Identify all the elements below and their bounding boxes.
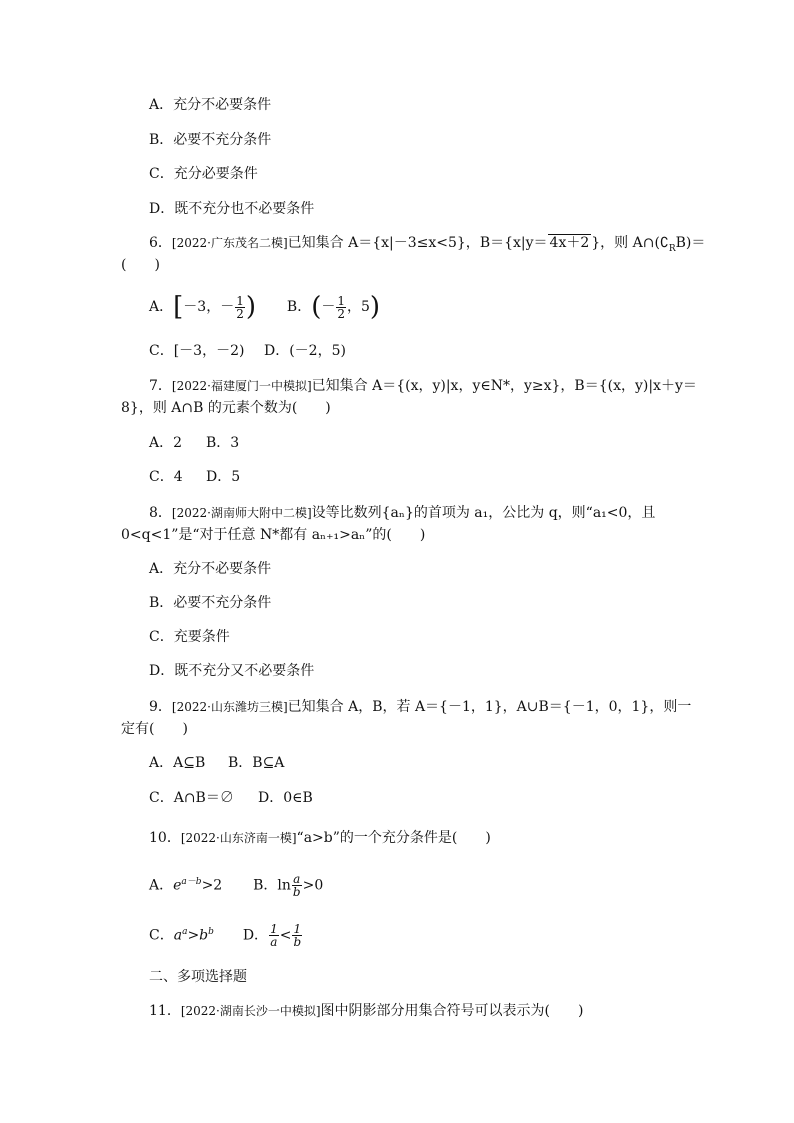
q8-option-a: A．充分不必要条件	[149, 561, 272, 577]
q6-stem	[149, 234, 705, 258]
q10-option-d-frac2: $\frac{1}{b}$	[293, 922, 302, 950]
q6-fraction-half-a: $\frac{1}{2}$	[236, 293, 244, 321]
q7-option-d: D．5	[206, 469, 241, 485]
q6-number: 6．	[149, 235, 172, 251]
q7-stem-line2: 8}，则 A∩B 的元素个数为( )	[121, 400, 331, 416]
q10-source: [2022·山东济南一模]	[180, 831, 297, 845]
q6-option-a-label: A．	[149, 299, 174, 315]
q6-option-b-tail: ，5	[347, 299, 370, 315]
q6-set-b-pre: B＝{x|y＝	[479, 235, 548, 251]
q10-number: 10．	[149, 830, 181, 846]
q8-option-c: C．充要条件	[149, 629, 230, 645]
q8-number: 8．	[149, 505, 172, 521]
q5-option-a: A．充分不必要条件	[149, 97, 272, 113]
q7-number: 7．	[149, 378, 172, 394]
q8-stem-text: 设等比数列{aₙ}的首项为 a₁，公比为 q，则“a₁<0，且	[311, 505, 656, 521]
q9-option-d: D．0∈B	[258, 790, 313, 806]
q6-stem-pre: 已知集合	[287, 235, 349, 251]
q6-answer-paren: ( )	[121, 257, 160, 273]
q11-stem	[149, 1002, 583, 1020]
q6-paren-open-b: (	[311, 292, 322, 322]
q9-number: 9．	[149, 699, 172, 715]
q6-fraction-half-b: $\frac{1}{2}$	[337, 293, 345, 321]
q8-stem-line2: 0<q<1”是“对于任意 N*都有 aₙ₊₁>aₙ”的( )	[121, 527, 426, 543]
q10-option-a-label: A．	[149, 877, 174, 894]
q11-number: 11．	[149, 1003, 181, 1019]
q10-stem-text: “a>b”的一个充分条件是( )	[296, 830, 491, 846]
q8-stem-line1	[149, 504, 655, 522]
q9-option-a: A．A⊆B	[149, 755, 206, 771]
q10-option-d-label: D．	[242, 927, 269, 944]
q6-set-a: A＝{x|－3≤x<5}，	[348, 235, 480, 251]
q6-source: [2022·广东茂名二模]	[171, 236, 288, 250]
q8-option-d: D．既不充分又不必要条件	[149, 663, 315, 679]
q6-option-b-neg: －	[321, 299, 336, 315]
q6-option-b-label: B．	[286, 299, 312, 315]
q6-tail: B)＝	[675, 235, 706, 251]
q6-option-d: D．(－2，5)	[264, 343, 346, 359]
q9-stem-line1	[149, 698, 691, 716]
q10-option-a-base: e	[173, 877, 182, 894]
q5-option-d: D．既不充分也不必要条件	[149, 201, 315, 217]
q9-source: [2022·山东潍坊三模]	[171, 700, 288, 714]
q7-option-a: A．2	[149, 435, 183, 451]
q10-option-a-exp: a－b	[181, 877, 202, 887]
q11-source: [2022·湖南长沙一中模拟]	[180, 1004, 321, 1018]
q10-option-c-aexp: a	[182, 927, 188, 937]
q8-source: [2022·湖南师大附中二模]	[171, 506, 312, 520]
q7-option-b: B．3	[206, 435, 240, 451]
q6-sqrt-expr: 4x＋2	[549, 235, 590, 251]
q10-option-b-tail: >0	[302, 877, 324, 894]
q7-stem-text: 已知集合 A＝{(x，y)|x，y∈N*，y≥x}，B＝{(x，y)|x＋y＝	[311, 378, 697, 394]
q5-option-b: B．必要不充分条件	[149, 132, 272, 148]
q10-options-ab	[149, 868, 323, 900]
q6-options-ab	[149, 293, 380, 321]
q9-option-c: C．A∩B＝∅	[149, 790, 234, 806]
q10-options-cd	[149, 918, 303, 950]
q6-paren-close-a: )	[245, 292, 256, 322]
q10-option-c-mid: >b	[187, 927, 209, 944]
q6-paren-close-b: )	[369, 292, 381, 322]
q9-stem-text: 已知集合 A，B，若 A＝{－1，1}，A∪B＝{－1，0，1}，则一	[287, 699, 692, 715]
q10-option-d-lt: <	[279, 927, 292, 944]
q6-option-a-value: －3，－	[183, 299, 235, 315]
q7-option-c: C．4	[149, 469, 183, 485]
q6-set-b-post: }，则 A∩(∁	[591, 235, 669, 251]
q6-bracket-open: [	[173, 292, 184, 322]
q10-option-d-frac1: $\frac{1}{a}$	[270, 922, 278, 950]
q11-stem-text: 图中阴影部分用集合符号可以表示为( )	[320, 1003, 584, 1019]
q7-source: [2022·福建厦门一中模拟]	[171, 379, 312, 393]
q8-option-b: B．必要不充分条件	[149, 595, 272, 611]
q6-option-c: C．[－3，－2)	[149, 343, 245, 359]
q10-option-b-label: B．ln	[253, 877, 291, 894]
q7-stem-line1	[149, 377, 697, 395]
q10-option-c-a: a	[173, 927, 183, 944]
q10-option-a-tail: >2	[201, 877, 223, 894]
q9-stem-line2: 定有( )	[121, 721, 188, 737]
q10-option-b-fraction: $\frac{a}{b}$	[292, 872, 301, 900]
q10-option-c-bexp: b	[208, 927, 214, 937]
section-heading-multiple-choice: 二、多项选择题	[149, 969, 247, 985]
q6-sub-r: R	[668, 243, 676, 254]
q5-option-c: C．充分必要条件	[149, 166, 258, 182]
q10-option-c-label: C．	[149, 927, 174, 944]
q9-option-b: B．B⊆A	[228, 755, 285, 771]
q10-stem	[149, 829, 491, 847]
